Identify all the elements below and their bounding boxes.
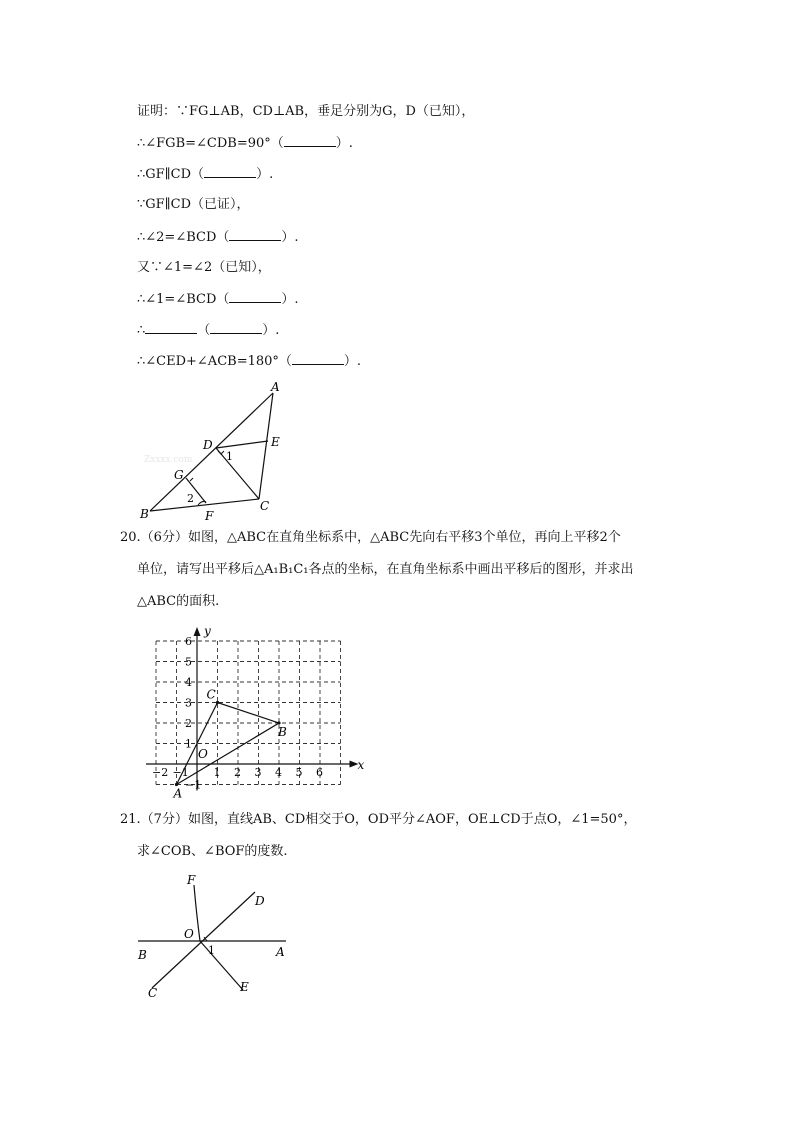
label-e: E xyxy=(240,980,249,994)
x-tick-label: −1 xyxy=(172,766,189,779)
x-tick-label: −2 xyxy=(152,766,169,779)
line-cd xyxy=(152,892,255,988)
q20-line-3: △ABC的面积. xyxy=(137,594,220,609)
y-tick-label: 2 xyxy=(185,717,192,730)
label-b: B xyxy=(140,507,149,521)
proof-line-8-end: ）. xyxy=(262,323,280,338)
label-f: F xyxy=(187,873,196,887)
proof-line-7-end: ）. xyxy=(281,292,299,307)
proof-line-8 xyxy=(137,320,279,341)
proof-line-9-end: ）. xyxy=(343,354,362,369)
proof-line-7-text: ∴∠1=∠BCD（ xyxy=(137,292,230,307)
x-tick-label: 5 xyxy=(295,766,303,779)
proof-line-3-end: ）. xyxy=(256,167,274,182)
ray-oe xyxy=(200,941,243,990)
x-tick-label: 4 xyxy=(275,766,282,779)
proof-line-5-end: ）. xyxy=(281,230,299,245)
label-b: B xyxy=(138,948,147,962)
proof-line-9-text: ∴∠CED+∠ACB=180°（ xyxy=(137,354,292,369)
proof-line-8-open: （ xyxy=(197,323,211,338)
proof-line-5 xyxy=(137,227,299,248)
q21-line-2: 求∠COB、∠BOF的度数. xyxy=(137,844,288,859)
proof-line-9 xyxy=(137,351,361,372)
coordinate-grid-figure xyxy=(135,618,375,803)
point-c xyxy=(216,701,219,704)
proof-line-6: 又∵∠1=∠2（已知）， xyxy=(137,260,271,275)
proof-line-3 xyxy=(137,164,273,185)
y-tick-label: 5 xyxy=(185,655,192,669)
proof-line-4: ∵GF∥CD（已证）， xyxy=(137,197,250,212)
x-tick-label: 3 xyxy=(254,766,262,779)
ray-of xyxy=(194,885,200,941)
x-tick-label: 6 xyxy=(316,766,323,779)
x-tick-label: 2 xyxy=(234,766,241,779)
label-d: D xyxy=(203,438,213,452)
label-o: O xyxy=(184,927,194,941)
proof-line-2-text: ∴∠FGB=∠CDB=90°（ xyxy=(137,136,284,151)
label-a: A xyxy=(271,380,280,394)
answer-blank[interactable] xyxy=(210,320,262,334)
proof-line-1: 证明：∵FG⊥AB，CD⊥AB，垂足分别为G，D（已知）， xyxy=(137,104,475,119)
proof-line-3-text: ∴GF∥CD（ xyxy=(137,167,205,182)
y-tick-label: 3 xyxy=(185,696,192,710)
angle-label-1: 1 xyxy=(208,944,215,957)
point-label-c: C xyxy=(206,687,216,702)
y-tick-label: 1 xyxy=(185,737,192,751)
segment-dc xyxy=(216,448,259,499)
label-e: E xyxy=(271,435,280,449)
x-axis-label: x xyxy=(357,758,365,772)
y-axis-label: y xyxy=(204,624,211,638)
proof-line-7 xyxy=(137,289,299,310)
point-label-b: B xyxy=(278,725,287,739)
answer-blank[interactable] xyxy=(229,289,281,303)
watermark: Zxxxx.com xyxy=(144,455,193,465)
label-c: C xyxy=(148,986,158,1000)
q20-line-2: 单位，请写出平移后△A₁B₁C₁各点的坐标，在直角坐标系中画出平移后的图形，并求出 xyxy=(137,562,634,577)
answer-blank[interactable] xyxy=(229,227,281,241)
label-c: C xyxy=(260,499,270,513)
x-tick-labels xyxy=(152,766,323,779)
proof-line-5-text: ∴∠2=∠BCD（ xyxy=(137,230,230,245)
proof-line-2 xyxy=(137,133,353,154)
triangle-figure xyxy=(130,375,300,525)
label-d: D xyxy=(255,894,265,908)
y-axis-arrow xyxy=(194,627,201,636)
y-tick-label: 4 xyxy=(185,676,192,689)
y-tick-label: −1 xyxy=(185,778,202,792)
x-tick-label: 1 xyxy=(213,766,221,779)
label-f: F xyxy=(205,509,214,523)
q20-line-1: 20.（6分）如图，△ABC在直角坐标系中，△ABC先向右平移3个单位，再向上平移2个 xyxy=(120,530,621,545)
angle-label-1: 1 xyxy=(226,450,233,463)
answer-blank[interactable] xyxy=(145,320,197,334)
y-tick-label: 6 xyxy=(185,635,192,648)
angle-label-2: 2 xyxy=(187,492,194,505)
label-g: G xyxy=(174,468,184,482)
point-label-a: A xyxy=(173,786,183,801)
segment-de xyxy=(216,441,268,448)
q21-line-1: 21.（7分）如图，直线AB、CD相交于O，OD平分∠AOF，OE⊥CD于点O，∠1=50°， xyxy=(120,812,637,827)
right-angle-mark-d xyxy=(218,451,224,454)
intersecting-lines-figure xyxy=(130,868,300,1003)
origin-label: O xyxy=(198,747,208,761)
proof-line-2-end: ）. xyxy=(335,136,353,151)
answer-blank[interactable] xyxy=(284,133,336,147)
right-angle-mark-g xyxy=(190,478,193,481)
answer-blank[interactable] xyxy=(292,351,344,365)
proof-line-8-text: ∴ xyxy=(137,323,146,338)
answer-blank[interactable] xyxy=(204,164,256,178)
label-a: A xyxy=(276,945,285,959)
